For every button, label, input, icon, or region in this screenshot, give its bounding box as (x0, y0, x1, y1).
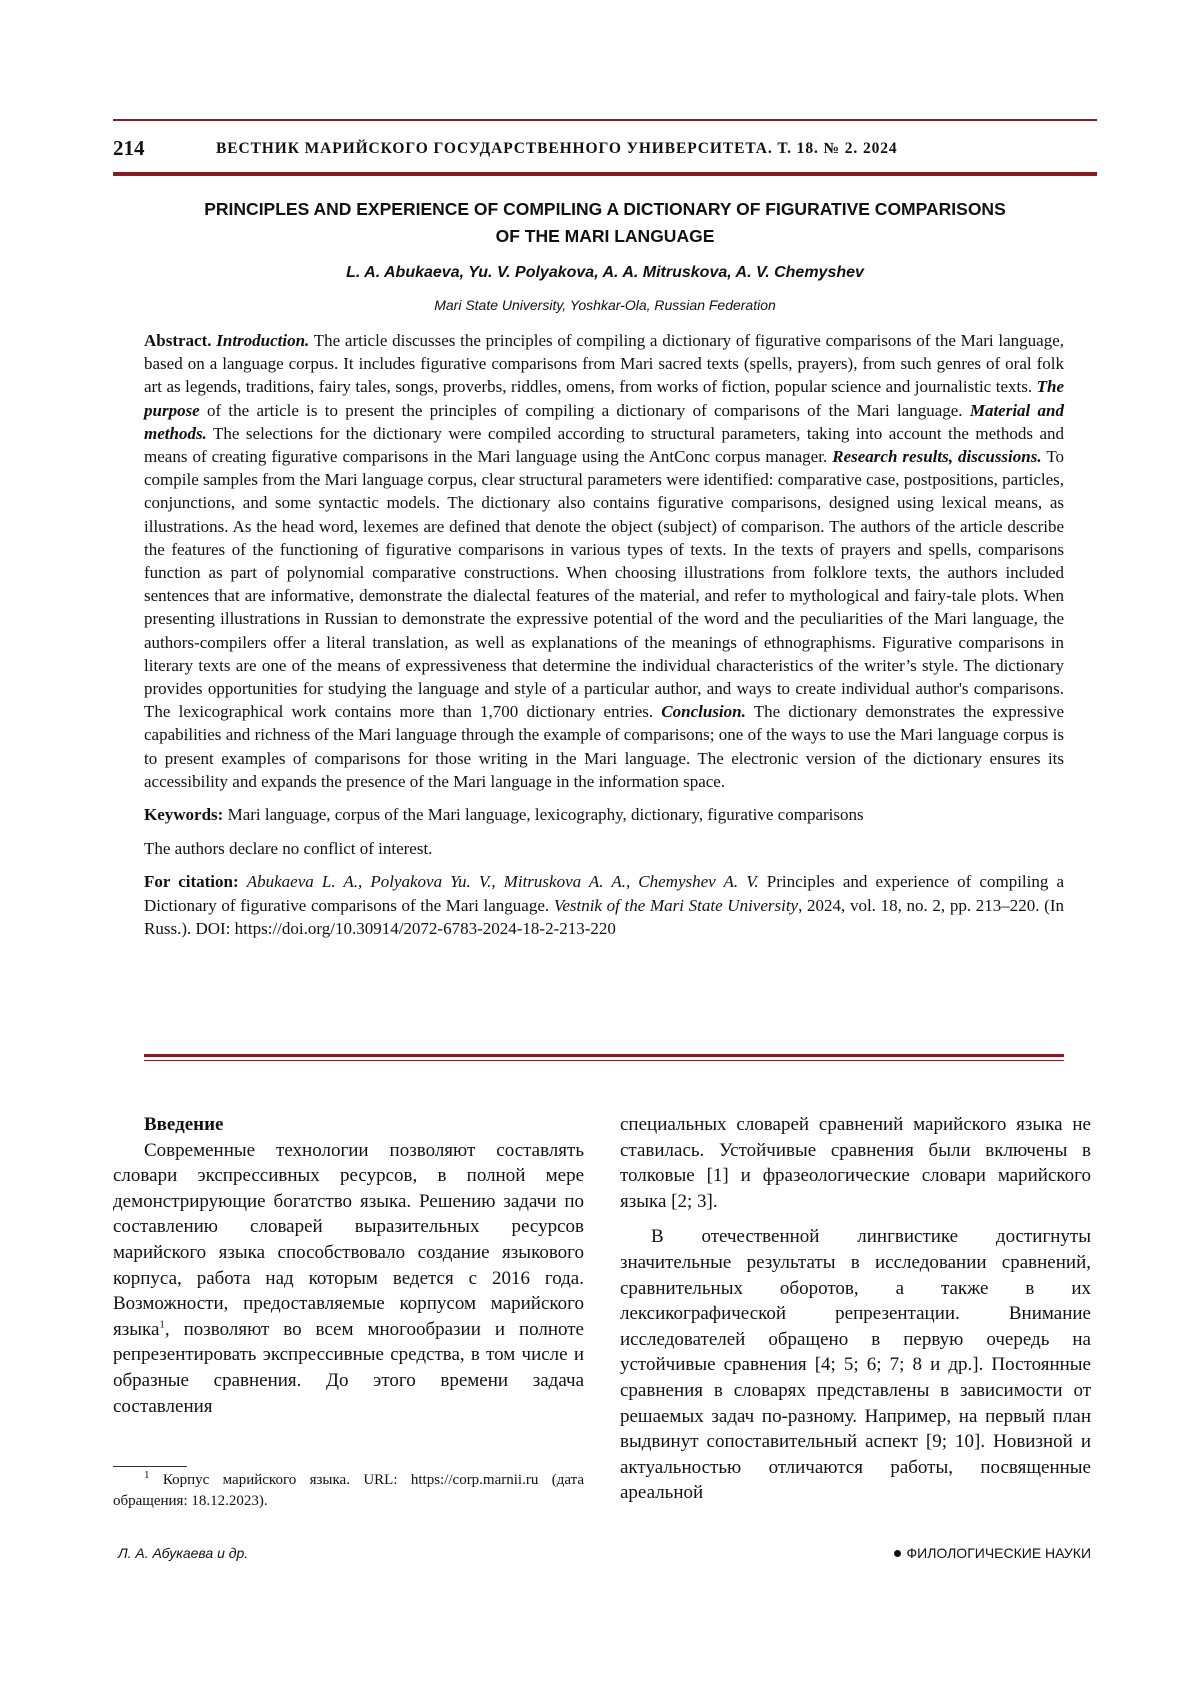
top-rule (113, 119, 1097, 121)
citation (144, 870, 1064, 941)
header-rule (113, 172, 1097, 176)
page-footer (113, 1545, 1097, 1567)
footnote-ref: 1 (159, 1318, 165, 1331)
abstract-label: Abstract. (144, 331, 212, 350)
results-text: To compile samples from the Mari language corpus, clear structural parameters were identified: comparative case, postpositions, particles, conjunctions, and some syntactic models. The dictionary also contains figurative comparisons, designed using lexical means, as illustrations. As the head word, lexemes are defined that denote the object (subject) of comparison. The authors of the article describe the features of the functioning of figurative comparisons in various types of texts. In the texts of prayers and spells, comparisons function as part of polynomial comparative constructions. When choosing illustrations from folklore texts, the authors included sentences that are informative, demonstrate the dialectal features of the material, and refer to mythological and fairy-tale plots. When presenting illustrations in Russian to demonstrate the expressive potential of the word and the peculiarities of the Mari language, the authors-compilers offer a literal translation, as well as explanations of the meanings of ethnographisms. Figurative comparisons in literary texts are one of the means of expressiveness that determine the individual characteristics of the writer’s style. The dictionary provides opportunities for studying the language and style of a particular author, and ways to create individual author's comparisons. The lexicographical work contains more than 1,700 dictionary entries. (144, 447, 1065, 722)
section-heading: Введение (144, 1114, 224, 1135)
abstract-rule-thin (144, 1060, 1064, 1061)
running-head (113, 136, 1097, 166)
journal-title: ВЕСТНИК МАРИЙСКОГО ГОСУДАРСТВЕННОГО УНИВЕРСИТЕТА. Т. 18. № 2. 2024 (216, 140, 898, 157)
conclusion-text: The dictionary demonstrates the expressive capabilities and richness of the Mari language through the example of comparisons; one of the ways to use the Mari language corpus is to present examples of comparisons for those writing in the Mari language. The electronic version of the dictionary ensures its accessibility and expands the presence of the Mari language in the information space. (144, 702, 1064, 791)
footnote-paragraph (113, 1470, 584, 1512)
citation-title: Principles and experience of compiling a Dictionary of figurative comparisons of the Mari language. (144, 872, 1064, 915)
keywords-text: Mari language, corpus of the Mari language, lexicography, dictionary, figurative comparisons (227, 805, 864, 825)
introduction-label: Introduction. (216, 331, 310, 350)
footnote-rule (113, 1466, 187, 1467)
introduction-text: The article discusses the principles of compiling a dictionary of figurative comparisons of the Mari language, based on a language corpus. It includes figurative comparisons from Mari sacred texts (spells, prayers), from such genres of oral folk art as legends, traditions, fairy tales, songs, proverbs, riddles, omens, from works of fiction, popular science and journalistic texts. (144, 331, 1064, 397)
methods-text: The selections for the dictionary were compiled according to structural parameters, taking into account the methods and means of creating figurative comparisons in the Mari language using the AntConc corpus manager. (144, 423, 1064, 467)
purpose-text: of the article is to present the principles of compiling a dictionary of comparisons of the Mari language. (207, 400, 963, 420)
article-authors: L. A. Abukaeva, Yu. V. Polyakova, A. A. Mitruskova, A. V. Chemyshev (346, 264, 864, 281)
footnote-marker: 1 (144, 1469, 150, 1481)
body-paragraph: специальных словарей сравнений марийского языка не ставилась. Устойчивые сравнения были включены в толковые [1] и фразеологические словари марийского языка [2; 3]. (620, 1114, 1091, 1212)
page-number: 214 (113, 136, 145, 160)
citation-authors: Abukaeva L. A., Polyakova Yu. V., Mitruskova A. A., Chemyshev A. V. (246, 872, 759, 892)
keywords (144, 803, 1064, 827)
body-text: Современные технологии позволяют составлять словари экспрессивных ресурсов, в полной мере демонстрирующие богатство языка. Решению задачи по составлению словарей выразительных ресурсов марийского языка способствовало создание языкового корпуса, работа над которым ведется с 2016 года. Возможности, предоставляемые корпусом марийского языка (113, 1139, 584, 1340)
keywords-label: Keywords: (144, 805, 224, 825)
body-text: , позволяют во всем многообразии и полноте репрезентировать экспрессивные средства, в том числе и образные сравнения. До этого времени задача составления (113, 1318, 584, 1417)
conclusion-label: Conclusion. (661, 702, 746, 722)
footnote (113, 1470, 584, 1512)
methods-label: Material and methods. (144, 400, 1064, 443)
abstract-block (144, 329, 1064, 941)
article-affiliation: Mari State University, Yoshkar-Ola, Russian Federation (434, 297, 776, 313)
body-column-left (113, 1112, 584, 1419)
body-column-right (620, 1112, 1091, 1506)
body-paragraph (113, 1138, 584, 1420)
article-title (113, 196, 1097, 250)
conflict-statement: The authors declare no conflict of interest. (144, 838, 433, 858)
abstract (144, 329, 1064, 793)
bullet-icon (894, 1550, 901, 1557)
article-title-line-1: PRINCIPLES AND EXPERIENCE OF COMPILING A DICTIONARY OF FIGURATIVE COMPARISONS (204, 199, 1006, 219)
body-paragraph: В отечественной лингвистике достигнуты значительные результаты в исследовании сравнений, сравнительных оборотов, а также в их лексикографической репрезентации. Внимание исследователей обращено в первую очередь на устойчивые сравнения [4; 5; 6; 7; 8 и др.]. Постоянные сравнения в словарях представлены в зависимости от решаемых задач по-разному. Например, на первый план выдвинут сопоставительный аспект [9; 10]. Новизной и актуальностью отличаются работы, посвященные ареальной (620, 1226, 1091, 1504)
results-label: Research results, discussions. (832, 447, 1042, 467)
footnote-text: Корпус марийского языка. URL: https://corp.marnii.ru (дата обращения: 18.12.2023). (113, 1472, 584, 1509)
footer-section (894, 1545, 1091, 1561)
citation-label: For citation: (144, 872, 239, 892)
article-title-line-2: OF THE MARI LANGUAGE (495, 226, 715, 246)
footer-authors: Л. А. Абукаева и др. (118, 1545, 249, 1561)
citation-details: , 2024, vol. 18, no. 2, pp. 213–220. (In Russ.). DOI: https://doi.org/10.30914/2072-6783-2024-18-2-213-220 (144, 895, 1065, 939)
purpose-label: The purpose (144, 377, 1064, 420)
footer-section-label: ФИЛОЛОГИЧЕСКИЕ НАУКИ (906, 1545, 1091, 1561)
citation-journal: Vestnik of the Mari State University (553, 895, 799, 915)
abstract-rule-thick (144, 1054, 1064, 1057)
